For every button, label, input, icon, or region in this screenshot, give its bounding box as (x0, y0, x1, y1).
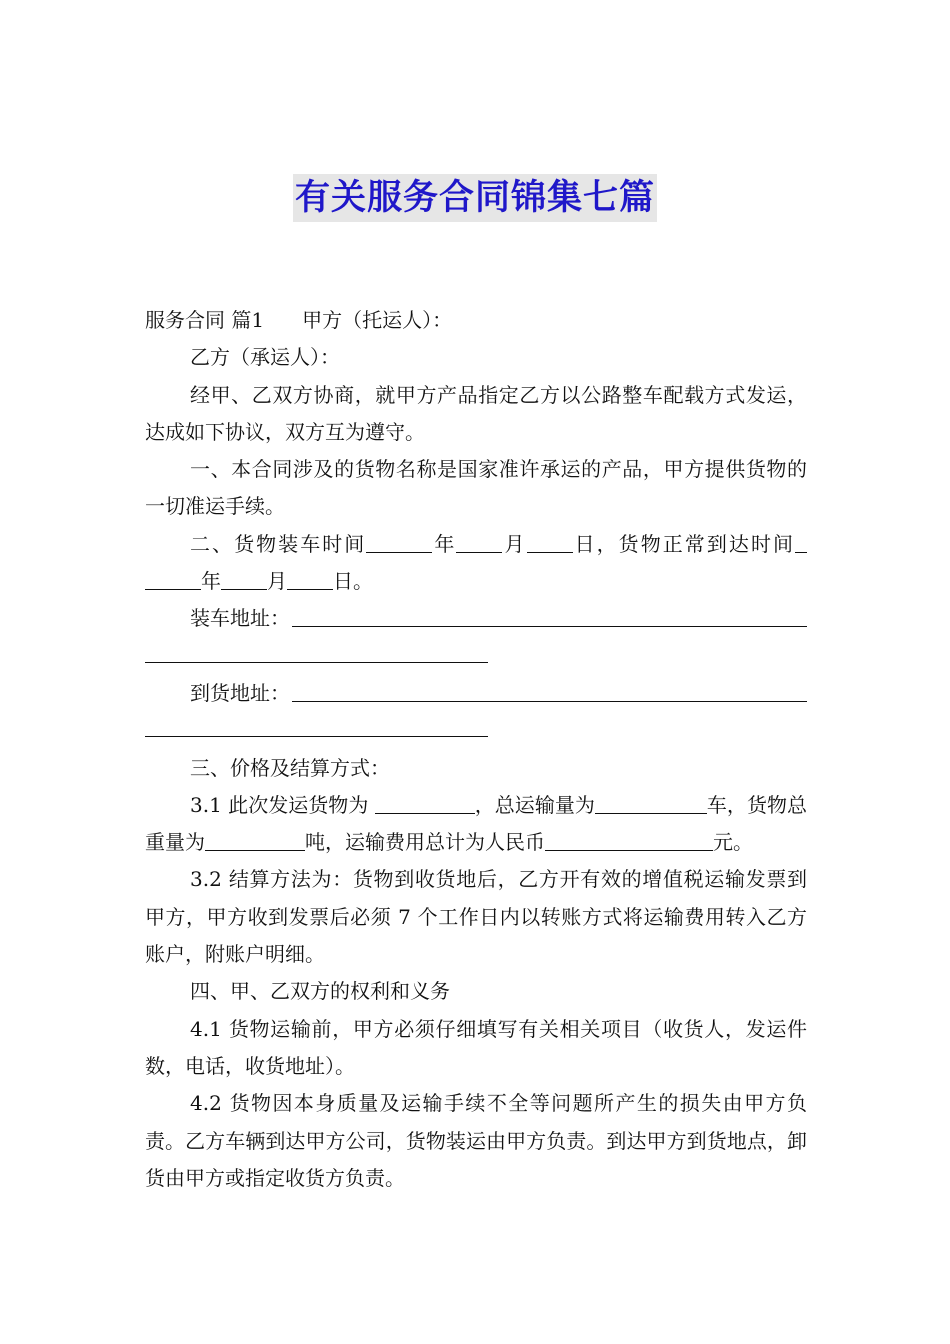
clause-3-1-text-d: 物总重量为 (145, 792, 808, 855)
party-a-label: 甲方（托运人）： (302, 308, 453, 332)
delivery-address-row (145, 675, 807, 712)
blank-total-trucks[interactable] (595, 791, 707, 814)
clause-2-month-2: 月 (267, 569, 287, 594)
paragraph-clause-3: 三、价格及结算方式： (190, 755, 390, 780)
loading-address-row (145, 600, 807, 637)
blank-goods-name[interactable] (375, 791, 475, 814)
title-container (0, 174, 950, 222)
blank-load-day[interactable] (527, 530, 573, 553)
blank-load-year[interactable] (366, 530, 432, 553)
clause-3-1-text-f: 元。 (713, 830, 753, 855)
blank-arrive-year-part2[interactable] (145, 567, 201, 590)
blank-load-month[interactable] (456, 530, 502, 553)
clause-2-day-2: 日。 (333, 569, 373, 594)
loading-address-row-2 (145, 638, 807, 675)
delivery-address-label: 到货地址： (190, 680, 290, 705)
paragraph-agreement: 经甲、乙双方协商，就甲方产品指定乙方以公路整车配载方式发运，达成如下协议，双方互为遵守。 (145, 382, 807, 444)
paragraph-clause-2 (145, 526, 807, 601)
document-body (145, 302, 807, 1197)
paragraph-clause-1: 一、本合同涉及的货物名称是国家准许承运的产品，甲方提供货物的一切准运手续。 (145, 457, 807, 519)
blank-arrive-year-part1[interactable] (795, 530, 807, 553)
clause-2-year: 年 (432, 531, 457, 556)
delivery-address-blank-2[interactable] (145, 712, 488, 737)
clause-2-month: 月 (502, 531, 527, 556)
paragraph-clause-4-2: 4.2 货物因本身质量及运输手续不全等问题所产生的损失由甲方负责。乙方车辆到达甲方公司，货物装运由甲方负责。到达甲方到货地点，卸货由甲方或指定收货方负责。 (145, 1091, 807, 1190)
blank-arrive-day[interactable] (287, 567, 333, 590)
clause-3-1-text-a: 3.1 此次发运货物为 (190, 792, 375, 817)
paragraph-clause-4-1: 4.1 货物运输前，甲方必须仔细填写有关相关项目（收货人，发运件数，电话，收货地址）。 (145, 1016, 807, 1078)
loading-address-blank[interactable] (292, 604, 807, 627)
blank-arrive-month[interactable] (221, 567, 267, 590)
delivery-address-row-2 (145, 712, 807, 749)
paragraph-heading-party-a (145, 302, 807, 339)
clause-3-1-text-c: 车，货 (706, 792, 767, 817)
clause-3-1-text-b: ，总运输量为 (474, 792, 595, 817)
delivery-address-blank[interactable] (292, 679, 807, 702)
paragraph-clause-3-2: 3.2 结算方法为：货物到收货地后，乙方开有效的增值税运输发票到甲方，甲方收到发票后必须 7 个工作日内以转账方式将运输费用转入乙方账户，附账户明细。 (145, 867, 807, 967)
clause-2-text-d: 日，货物正常到达时间 (572, 531, 796, 556)
paragraph-clause-4: 四、甲、乙双方的权利和义务 (190, 979, 450, 1004)
blank-total-weight[interactable] (205, 828, 305, 851)
document-title: 有关服务合同锦集七篇 (293, 174, 657, 222)
clause-3-1-text-e: 吨，运输费用总计为人民币 (305, 830, 545, 855)
clause-2-text-a: 二、货物装车时间 (190, 531, 367, 556)
loading-address-blank-2[interactable] (145, 638, 488, 663)
paragraph-clause-3-1 (145, 787, 807, 862)
blank-total-fee[interactable] (545, 828, 713, 851)
loading-address-label: 装车地址： (190, 606, 290, 631)
clause-2-year-2: 年 (201, 569, 221, 594)
party-b-label: 乙方（承运人）： (190, 345, 340, 370)
contract-section-label: 服务合同 篇1 (145, 308, 265, 332)
